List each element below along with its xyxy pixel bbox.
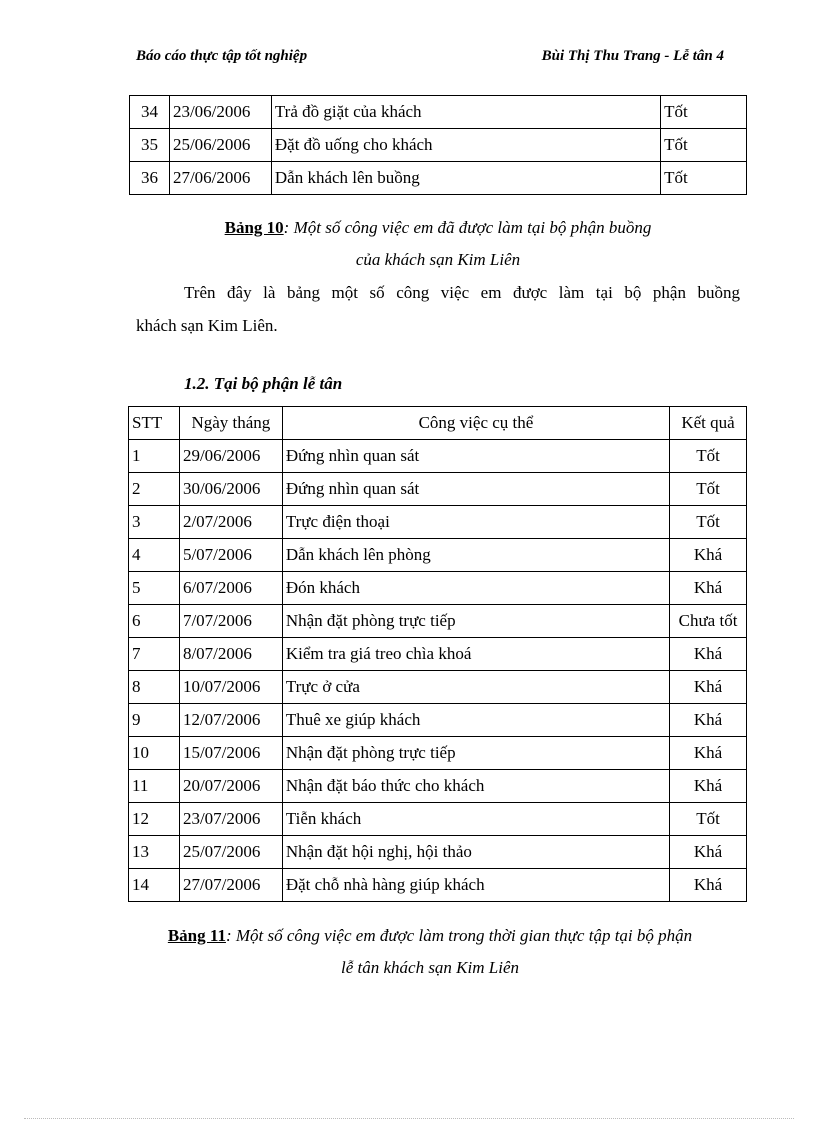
- table-row: [129, 869, 747, 902]
- cell-result: Khá: [670, 671, 747, 704]
- cell-task: Dẫn khách lên phòng: [282, 539, 669, 572]
- cell-result: Chưa tốt: [670, 605, 747, 638]
- table-row: [129, 572, 747, 605]
- cell-stt: 13: [129, 836, 180, 869]
- cell-date: 25/07/2006: [179, 836, 282, 869]
- cell-result: Khá: [670, 836, 747, 869]
- cell-date: 25/06/2006: [169, 129, 271, 162]
- cell-date: 2/07/2006: [179, 506, 282, 539]
- cell-stt: 35: [130, 129, 170, 162]
- cell-task: Nhận đặt báo thức cho khách: [282, 770, 669, 803]
- cell-task: Nhận đặt phòng trực tiếp: [282, 605, 669, 638]
- cell-stt: 8: [129, 671, 180, 704]
- cell-result: Tốt: [670, 440, 747, 473]
- cell-result: Khá: [670, 638, 747, 671]
- cell-stt: 9: [129, 704, 180, 737]
- header-author: Bùi Thị Thu Trang - Lễ tân 4: [541, 48, 724, 64]
- cell-date: 23/07/2006: [179, 803, 282, 836]
- cell-task: Đặt chỗ nhà hàng giúp khách: [282, 869, 669, 902]
- cell-task: Trực điện thoại: [282, 506, 669, 539]
- table-row: [129, 506, 747, 539]
- cell-stt: 4: [129, 539, 180, 572]
- table10-label: Bảng 10: [224, 218, 284, 237]
- cell-stt: 10: [129, 737, 180, 770]
- cell-stt: 36: [130, 162, 170, 195]
- header-result: Kết quả: [670, 407, 747, 440]
- table11-caption: [22, 920, 816, 952]
- cell-date: 12/07/2006: [179, 704, 282, 737]
- page-header: [136, 48, 724, 70]
- reception-tasks-table: [128, 406, 747, 902]
- cell-stt: 7: [129, 638, 180, 671]
- cell-date: 23/06/2006: [169, 96, 271, 129]
- cell-date: 20/07/2006: [179, 770, 282, 803]
- cell-stt: 11: [129, 770, 180, 803]
- cell-result: Khá: [670, 539, 747, 572]
- cell-date: 15/07/2006: [179, 737, 282, 770]
- cell-task: Kiểm tra giá treo chìa khoá: [282, 638, 669, 671]
- cell-date: 27/06/2006: [169, 162, 271, 195]
- table-row: [129, 737, 747, 770]
- table-row: [129, 473, 747, 506]
- table-row: [129, 605, 747, 638]
- table11-caption-line1: : Một số công việc em được làm trong thời gian thực tập tại bộ phận: [225, 926, 693, 945]
- cell-task: Đặt đồ uống cho khách: [271, 129, 660, 162]
- table-row: [129, 770, 747, 803]
- cell-result: Tốt: [661, 129, 747, 162]
- cell-task: Nhận đặt phòng trực tiếp: [282, 737, 669, 770]
- table-row: [129, 803, 747, 836]
- table10-caption-line1: : Một số công việc em đã được làm tại bộ phận buồng: [283, 218, 652, 237]
- table11-label: Bảng 11: [167, 926, 226, 945]
- table-row: [129, 440, 747, 473]
- cell-stt: 12: [129, 803, 180, 836]
- table11-caption-line2-wrap: [22, 952, 816, 984]
- cell-date: 6/07/2006: [179, 572, 282, 605]
- table-header-row: [129, 407, 747, 440]
- table-row: [130, 129, 747, 162]
- cell-date: 30/06/2006: [179, 473, 282, 506]
- cell-stt: 14: [129, 869, 180, 902]
- cell-task: Trực ở cửa: [282, 671, 669, 704]
- cell-date: 7/07/2006: [179, 605, 282, 638]
- cell-date: 10/07/2006: [179, 671, 282, 704]
- cell-task: Trả đồ giặt của khách: [271, 96, 660, 129]
- cell-result: Tốt: [670, 473, 747, 506]
- cell-task: Thuê xe giúp khách: [282, 704, 669, 737]
- cell-task: Tiễn khách: [282, 803, 669, 836]
- table-row: [129, 671, 747, 704]
- table-row: [129, 638, 747, 671]
- table-row: [130, 162, 747, 195]
- cell-result: Khá: [670, 770, 747, 803]
- cell-stt: 6: [129, 605, 180, 638]
- cell-stt: 1: [129, 440, 180, 473]
- cell-date: 29/06/2006: [179, 440, 282, 473]
- cell-result: Tốt: [661, 96, 747, 129]
- cell-stt: 5: [129, 572, 180, 605]
- cell-result: Khá: [670, 572, 747, 605]
- table10-caption-line2: của khách sạn Kim Liên: [355, 250, 521, 269]
- cell-task: Nhận đặt hội nghị, hội thảo: [282, 836, 669, 869]
- header-stt: STT: [129, 407, 180, 440]
- cell-result: Tốt: [670, 803, 747, 836]
- cell-result: Tốt: [670, 506, 747, 539]
- cell-stt: 3: [129, 506, 180, 539]
- header-report-title: Báo cáo thực tập tốt nghiệp: [136, 48, 308, 64]
- cell-result: Tốt: [661, 162, 747, 195]
- cell-result: Khá: [670, 737, 747, 770]
- cell-task: Đứng nhìn quan sát: [282, 440, 669, 473]
- table11-caption-line2: lễ tân khách sạn Kim Liên: [340, 958, 519, 977]
- summary-paragraph: [136, 276, 740, 342]
- summary-line1: Trên đây là bảng một số công việc em được làm tại bộ phận buồng: [184, 283, 740, 302]
- cell-date: 5/07/2006: [179, 539, 282, 572]
- table-row: [129, 539, 747, 572]
- cell-task: Đón khách: [282, 572, 669, 605]
- summary-line2: khách sạn Kim Liên.: [136, 316, 278, 335]
- header-task: Công việc cụ thể: [282, 407, 669, 440]
- cell-stt: 34: [130, 96, 170, 129]
- table10-caption: [30, 212, 816, 244]
- cell-task: Đứng nhìn quan sát: [282, 473, 669, 506]
- table-row: [129, 836, 747, 869]
- cell-result: Khá: [670, 869, 747, 902]
- section-title: 1.2. Tại bộ phận lễ tân: [184, 374, 343, 393]
- table-row: [130, 96, 747, 129]
- cell-result: Khá: [670, 704, 747, 737]
- header-date: Ngày tháng: [179, 407, 282, 440]
- cell-stt: 2: [129, 473, 180, 506]
- cell-date: 8/07/2006: [179, 638, 282, 671]
- cell-date: 27/07/2006: [179, 869, 282, 902]
- housekeeping-tasks-table-continued: [129, 95, 747, 195]
- page-bottom-divider: [24, 1118, 794, 1119]
- table-row: [129, 704, 747, 737]
- table10-caption-line2-wrap: [30, 244, 816, 276]
- cell-task: Dẫn khách lên buồng: [271, 162, 660, 195]
